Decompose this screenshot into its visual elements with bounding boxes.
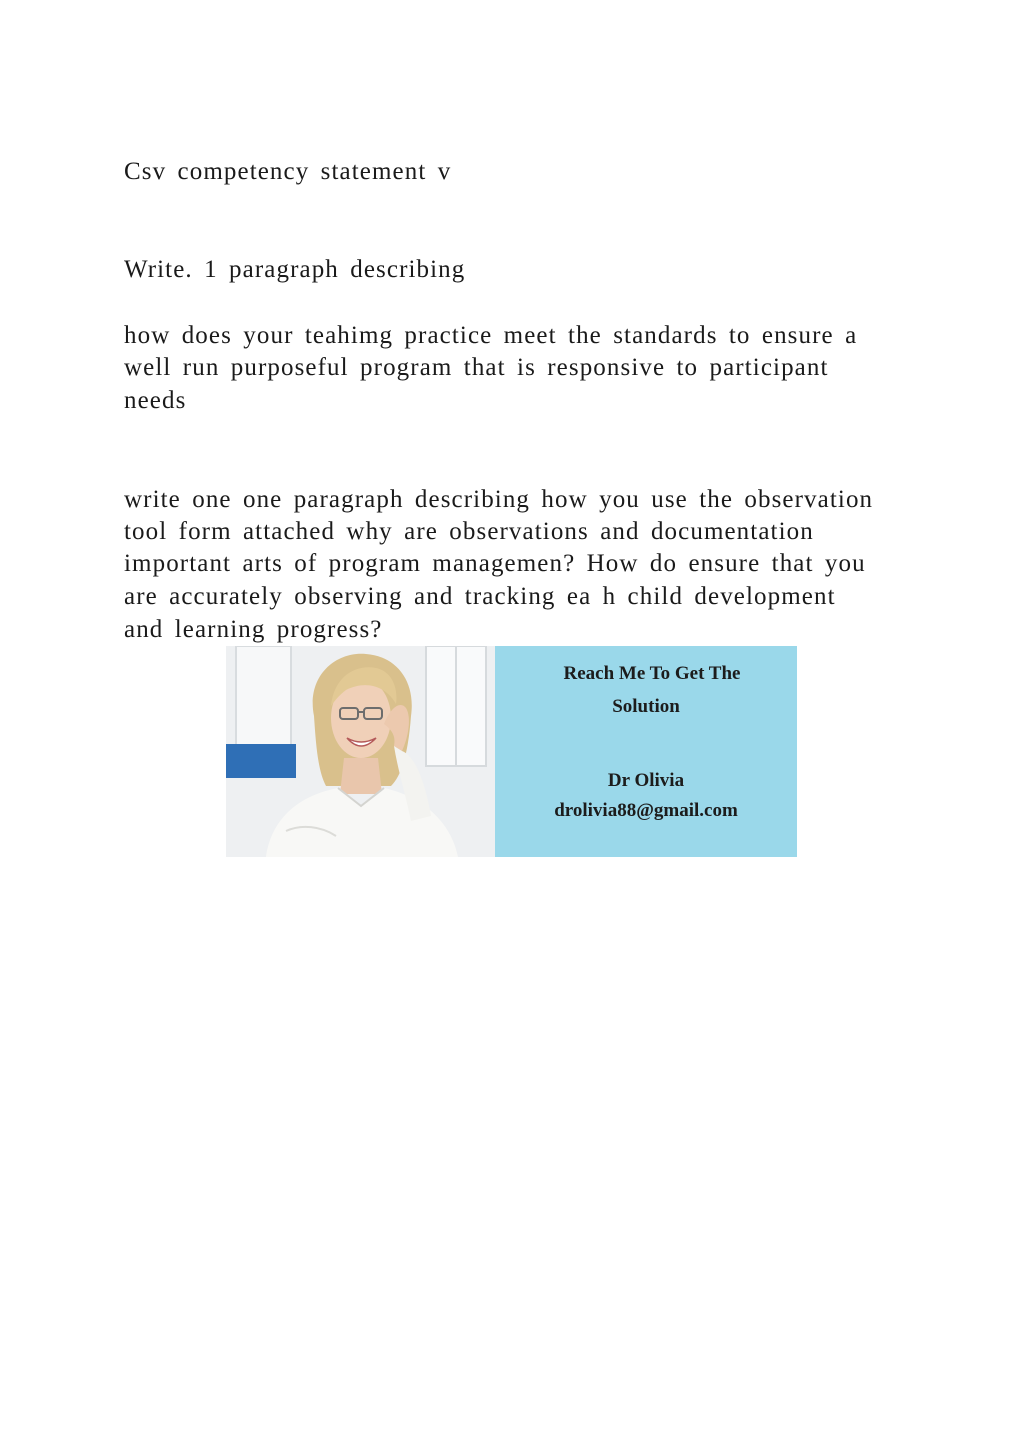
paragraph-2-line: write one one paragraph describing how you use the observation <box>124 486 874 513</box>
reach-me-heading: Reach Me To Get The <box>563 663 741 684</box>
contact-email: drolivia88@gmail.com <box>554 800 738 821</box>
paragraph-1-line: well run purposeful program that is responsive to participant <box>124 354 829 381</box>
paragraph-2-line: tool form attached why are observations and documentation <box>124 518 814 545</box>
contact-banner <box>226 646 797 857</box>
paragraph-2-line: and learning progress? <box>124 616 383 643</box>
smiling-woman-photo-icon <box>226 646 495 857</box>
solution-heading: Solution <box>612 696 680 717</box>
document-title: Csv competency statement v <box>124 158 452 185</box>
paragraph-1-line: needs <box>124 387 187 414</box>
contact-name: Dr Olivia <box>607 770 685 791</box>
contact-info-panel <box>495 646 797 857</box>
paragraph-2-line: important arts of program managemen? How do ensure that you <box>124 550 866 577</box>
paragraph-2-line: are accurately observing and tracking ea h child development <box>124 583 836 610</box>
paragraph-1-line: how does your teahimg practice meet the standards to ensure a <box>124 322 858 349</box>
instruction-line: Write. 1 paragraph describing <box>124 256 466 283</box>
